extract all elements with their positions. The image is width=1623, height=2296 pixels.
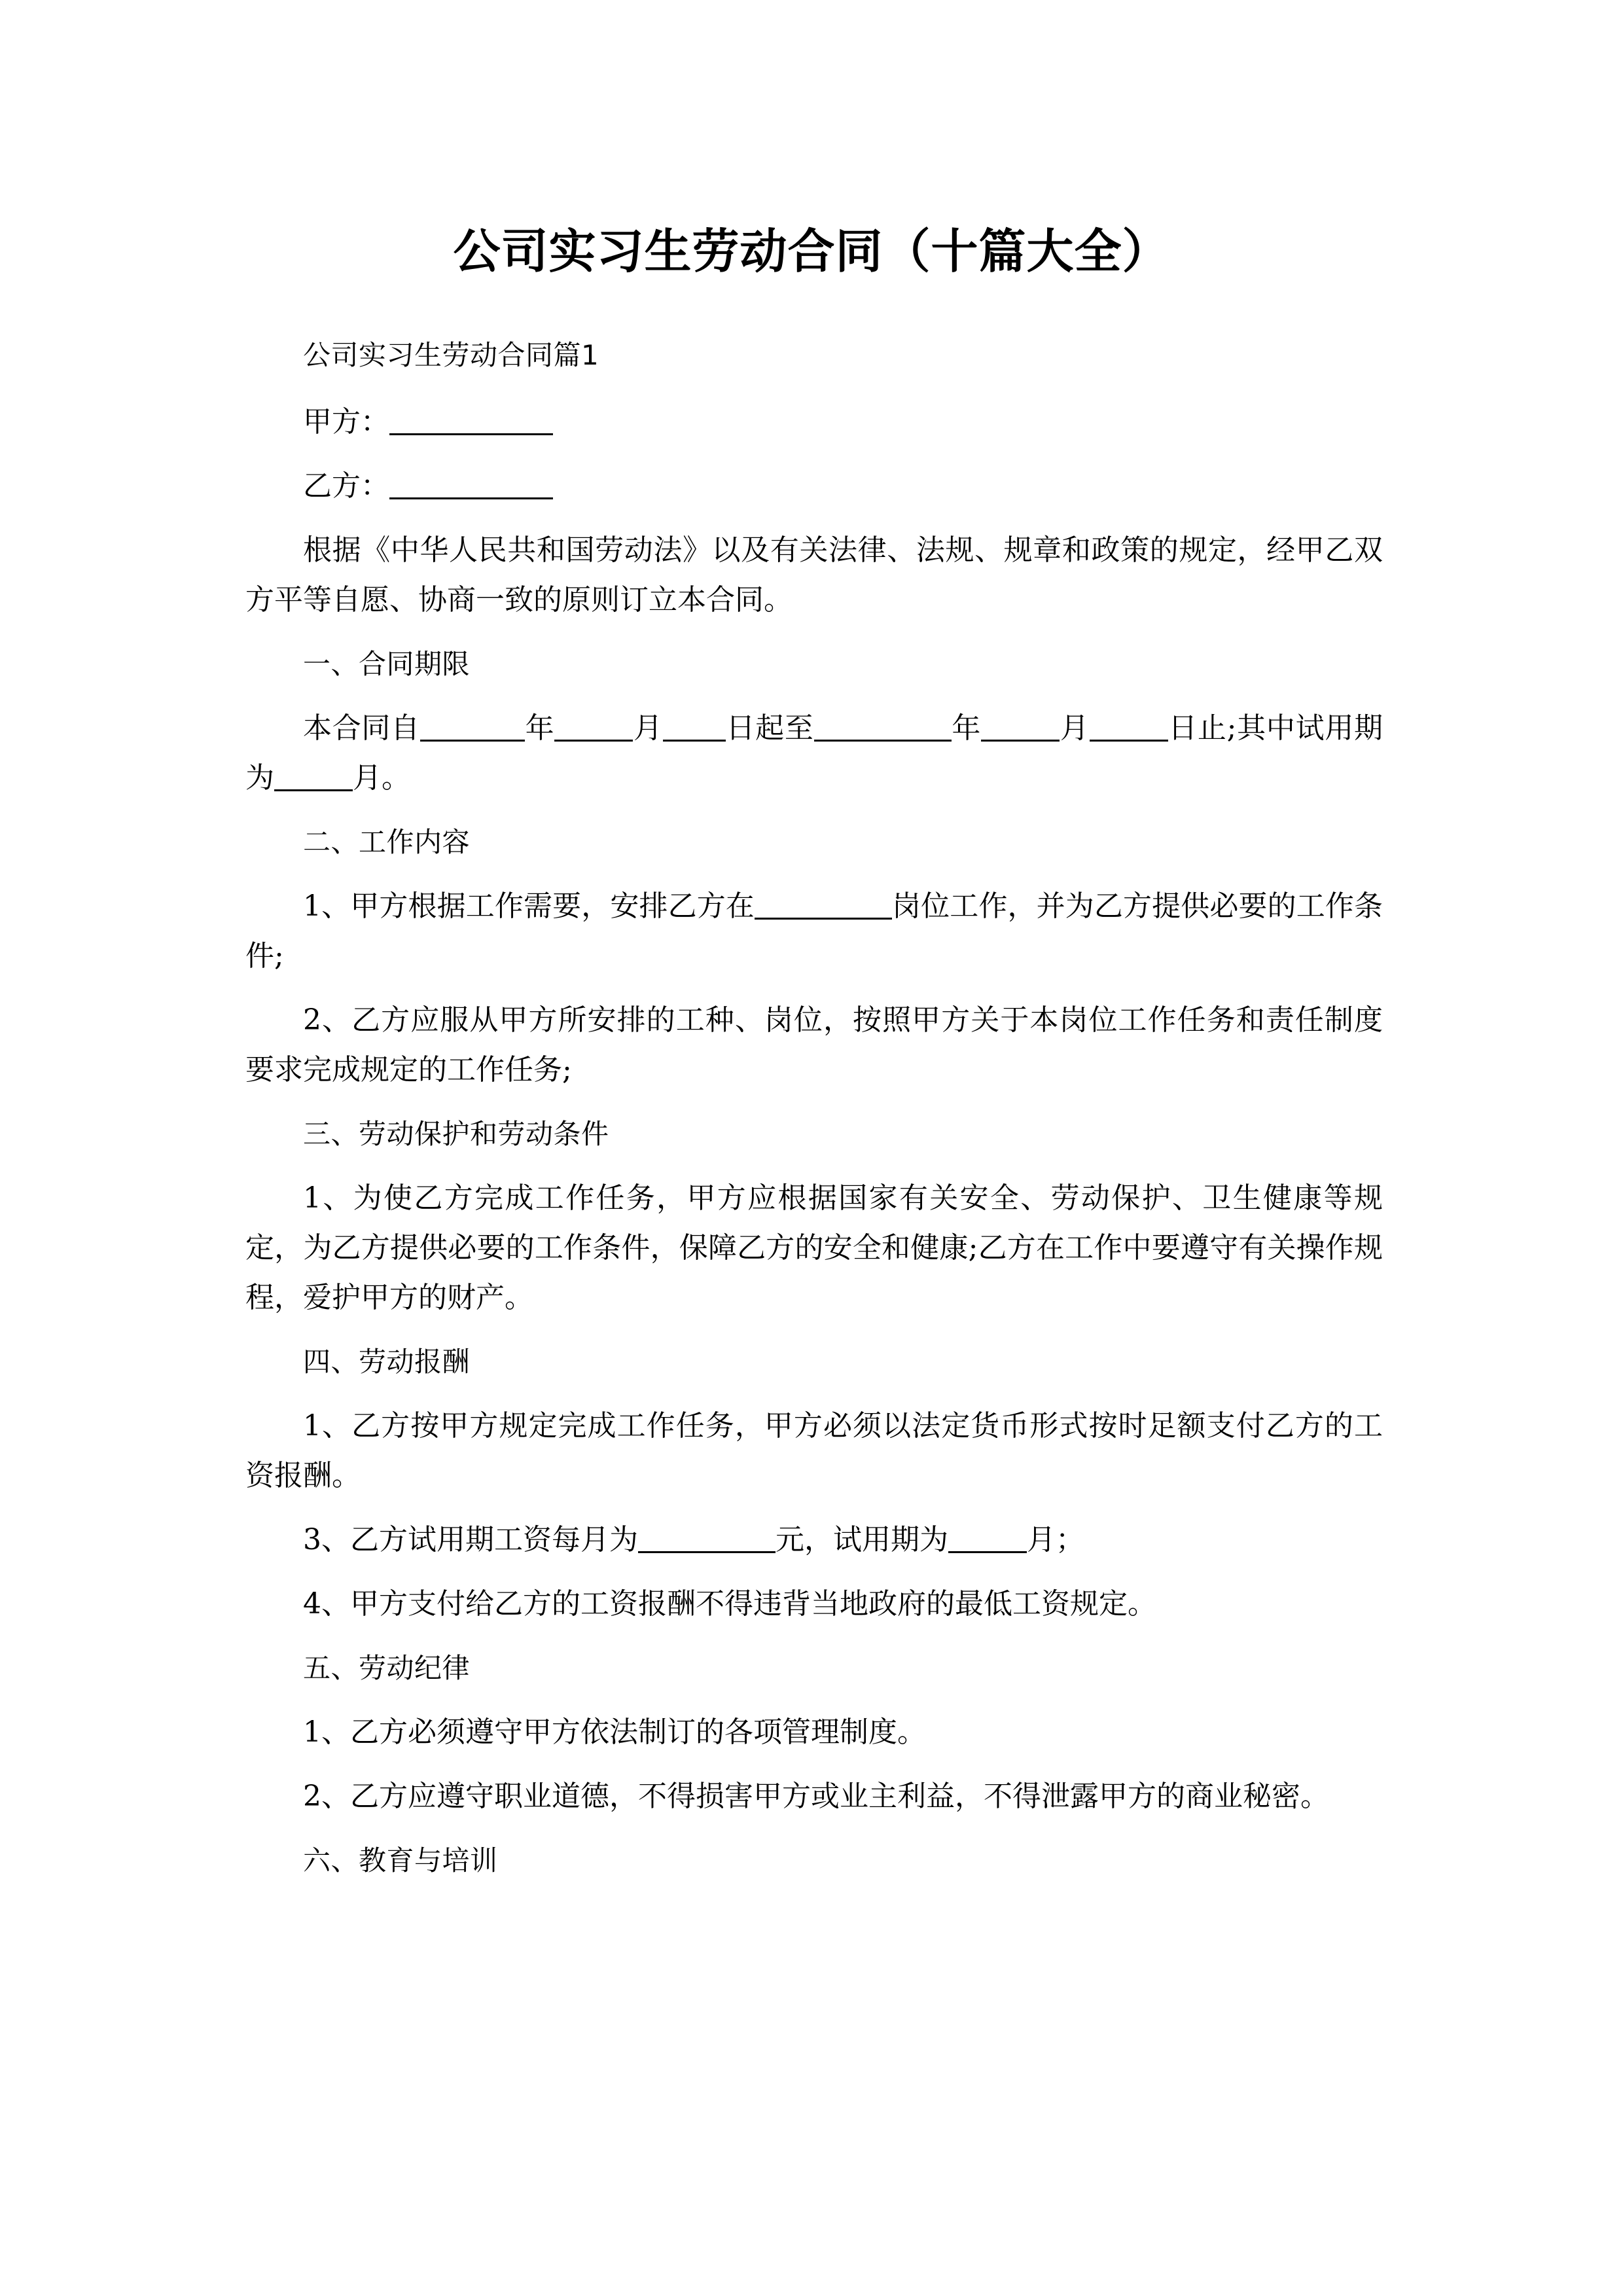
term-prefix: 本合同自 bbox=[303, 711, 420, 745]
start-day-blank[interactable] bbox=[663, 720, 726, 742]
party-a-blank[interactable] bbox=[389, 414, 553, 435]
month-label-2: 月 bbox=[1060, 711, 1090, 745]
probation-period-blank[interactable] bbox=[948, 1532, 1027, 1553]
remuneration-item-3 bbox=[245, 1515, 1383, 1579]
section-heading-education-training: 六、教育与培训 bbox=[303, 1844, 498, 1876]
party-b-line bbox=[245, 461, 1383, 526]
document-body bbox=[245, 331, 1383, 1900]
probation-months-blank[interactable] bbox=[274, 770, 353, 791]
contract-term-line bbox=[245, 704, 1383, 817]
section-heading-labor-discipline: 五、劳动纪律 bbox=[303, 1652, 471, 1684]
party-a-label: 甲方： bbox=[303, 405, 389, 439]
start-year-blank[interactable] bbox=[420, 720, 525, 742]
start-month-blank[interactable] bbox=[554, 720, 633, 742]
month-label-1: 月 bbox=[633, 711, 663, 745]
preamble-paragraph: 根据《中华人民共和国劳动法》以及有关法律、法规、规章和政策的规定，经甲乙双方平等自愿、协商一致的原则订立本合同。 bbox=[245, 533, 1383, 617]
section-heading-contract-term: 一、合同期限 bbox=[303, 648, 471, 680]
party-b-label: 乙方： bbox=[303, 469, 389, 503]
probation-month-label: 月。 bbox=[353, 761, 410, 795]
party-a-line bbox=[245, 397, 1383, 461]
pay3-middle: 元，试用期为 bbox=[776, 1523, 948, 1556]
page-title: 公司实习生劳动合同（十篇大全） bbox=[453, 224, 1170, 279]
party-b-blank[interactable] bbox=[389, 478, 553, 499]
labor-protection-item-1: 1、为使乙方完成工作任务，甲方应根据国家有关安全、劳动保护、卫生健康等规定，为乙方提供必要的工作条件，保障乙方的安全和健康;乙方在工作中要遵守有关操作规程，爱护甲方的财产。 bbox=[245, 1181, 1383, 1314]
end-year-blank[interactable] bbox=[814, 720, 952, 742]
probation-salary-blank[interactable] bbox=[638, 1532, 776, 1553]
end-day-blank[interactable] bbox=[1090, 720, 1168, 742]
position-blank[interactable] bbox=[755, 898, 892, 920]
pay3-suffix: 月； bbox=[1027, 1523, 1084, 1556]
labor-discipline-item-1: 1、乙方必须遵守甲方依法制订的各项管理制度。 bbox=[303, 1715, 926, 1749]
section-heading-labor-protection: 三、劳动保护和劳动条件 bbox=[303, 1118, 609, 1150]
pay3-prefix: 3、乙方试用期工资每月为 bbox=[303, 1523, 638, 1556]
piece-heading: 公司实习生劳动合同篇1 bbox=[303, 339, 599, 371]
remuneration-item-1: 1、乙方按甲方规定完成工作任务，甲方必须以法定货币形式按时足额支付乙方的工资报酬。 bbox=[245, 1409, 1383, 1492]
work-content-item-2: 2、乙方应服从甲方所安排的工种、岗位，按照甲方关于本岗位工作任务和责任制度要求完成规定的工作任务; bbox=[245, 1003, 1383, 1086]
work1-suffix: 岗位工作，并为乙方提供必要的工作条件; bbox=[245, 889, 1383, 973]
term-end-text: 日止;其中试用期为 bbox=[245, 711, 1383, 795]
labor-discipline-item-2: 2、乙方应遵守职业道德，不得损害甲方或业主利益，不得泄露甲方的商业秘密。 bbox=[303, 1780, 1329, 1813]
year-label-2: 年 bbox=[951, 711, 982, 745]
start-suffix: 日起至 bbox=[725, 711, 814, 745]
end-month-blank[interactable] bbox=[981, 720, 1060, 742]
section-heading-remuneration: 四、劳动报酬 bbox=[303, 1346, 471, 1378]
year-label-1: 年 bbox=[524, 711, 555, 745]
work1-prefix: 1、甲方根据工作需要，安排乙方在 bbox=[303, 889, 755, 923]
remuneration-item-4: 4、甲方支付给乙方的工资报酬不得违背当地政府的最低工资规定。 bbox=[303, 1587, 1156, 1621]
work-content-item-1 bbox=[245, 882, 1383, 996]
section-heading-work-content: 二、工作内容 bbox=[303, 826, 471, 858]
